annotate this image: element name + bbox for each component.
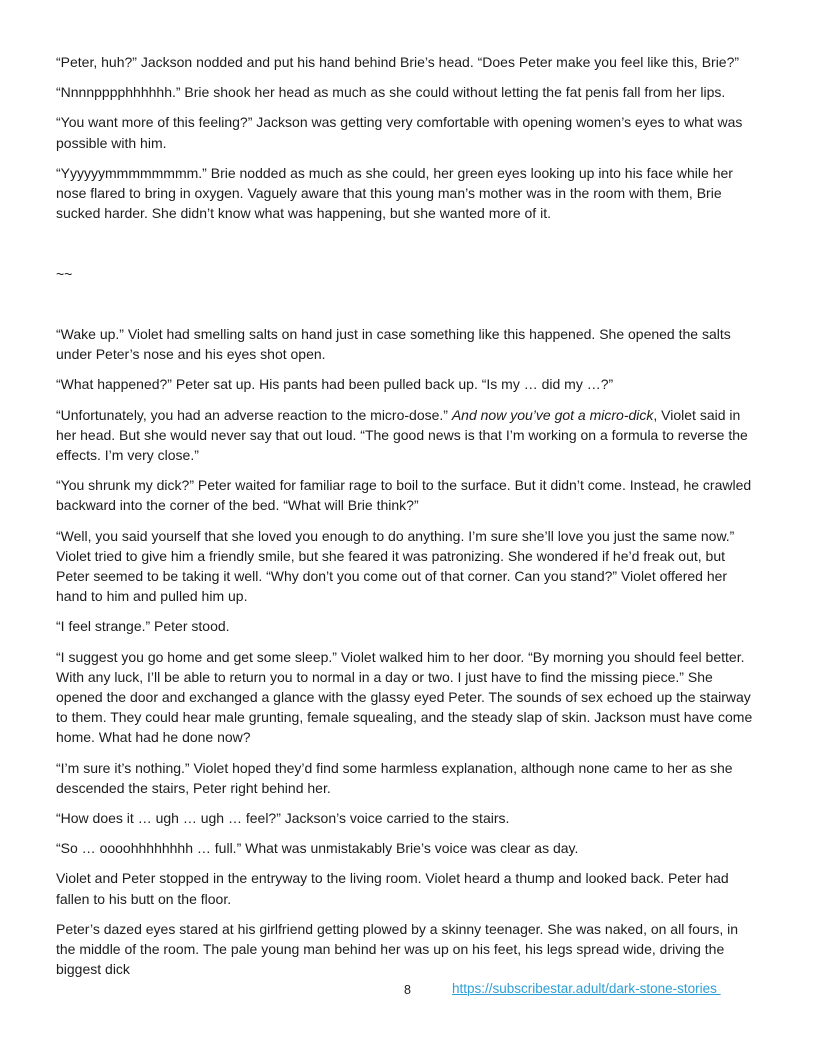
footer-hyperlink[interactable]: https://subscribestar.adult/dark-stone-stories [452,981,721,996]
paragraph: Peter’s dazed eyes stared at his girlfriend getting plowed by a skinny teenager. She was naked, on all fours, in the middle of the room. The pale young man behind her was up on his feet, his legs spread wide, driving the biggest dick [56,920,739,978]
scene-divider: ~~ [56,265,73,282]
paragraph: “Peter, huh?” Jackson nodded and put his hand behind Brie’s head. “Does Peter make you feel like this, Brie?” [56,54,740,70]
paragraph: “I suggest you go home and get some sleep.” Violet walked him to her door. “By morning you should feel better. With any luck, I’ll be able to return you to normal in a day or two. I just have to find the missing piece.” She opened the door and exchanged a glance with the glassy eyed Peter. The sounds of sex echoed up the stairway to them. They could hear male grunting, female squealing, and the steady slap of skin. Jackson must have come home. What had he done now? [56,648,753,746]
paragraph: “I’m sure it’s nothing.” Violet hoped they’d find some harmless explanation, although none came to her as she descended the stairs, Peter right behind her. [56,759,733,796]
paragraph: “Wake up.” Violet had smelling salts on hand just in case something like this happened. She opened the salts under Peter’s nose and his eyes shot open. [56,326,731,363]
page-footer [0,980,816,1006]
paragraph: “What happened?” Peter sat up. His pants had been pulled back up. “Is my … did my …?” [56,376,614,393]
paragraph: “Well, you said yourself that she loved you enough to do anything. I’m sure she’ll love you just the same now.” Violet tried to give him a friendly smile, but she feared it was patronizing. She wondered if he’d freak out, but Peter seemed to be taking it well. “Why don’t you come out of that corner. Can you stand?” Violet offered her hand to him and pulled him up. [56,527,735,605]
paragraph-run-italic: And now you’ve got a micro-dick [451,406,654,423]
paragraph: Violet and Peter stopped in the entryway to the living room. Violet heard a thump and looked back. Peter had fallen to his butt on the floor. [56,870,729,907]
paragraph: “I feel strange.” Peter stood. [56,618,230,635]
paragraph: “Yyyyyymmmmmmmm.” Brie nodded as much as she could, her green eyes looking up into his face while her nose flared to bring in oxygen. Vaguely aware that this young man’s mother was in the room with them, Brie sucked harder. She didn’t know what was happening, but she wanted more of it. [56,164,733,222]
page-body-text [56,52,759,989]
paragraph-with-italic [56,405,759,466]
blank-line [56,233,759,253]
paragraph-run: , Violet said in her head. But she would never say that out loud. “The good news is that I’m working on a formula to reverse the effects. I’m very close.” [56,406,748,464]
paragraph-run: “Unfortunately, you had an adverse reaction to the micro-dose.” [56,406,452,423]
page-number: 8 [404,983,411,997]
paragraph: “So … oooohhhhhhhh … full.” What was unmistakably Brie’s voice was clear as day. [56,840,579,857]
paragraph: “You want more of this feeling?” Jackson was getting very comfortable with opening women’s eyes to what was possible with him. [56,114,743,151]
paragraph: “Nnnnpppphhhhhh.” Brie shook her head as much as she could without letting the fat penis fall from her lips. [56,84,726,101]
paragraph: “How does it … ugh … ugh … feel?” Jackson’s voice carried to the stairs. [56,810,510,827]
blank-line [56,294,759,314]
paragraph: “You shrunk my dick?” Peter waited for familiar rage to boil to the surface. But it didn’t come. Instead, he crawled backward into the corner of the bed. “What will Brie think?” [56,477,752,514]
